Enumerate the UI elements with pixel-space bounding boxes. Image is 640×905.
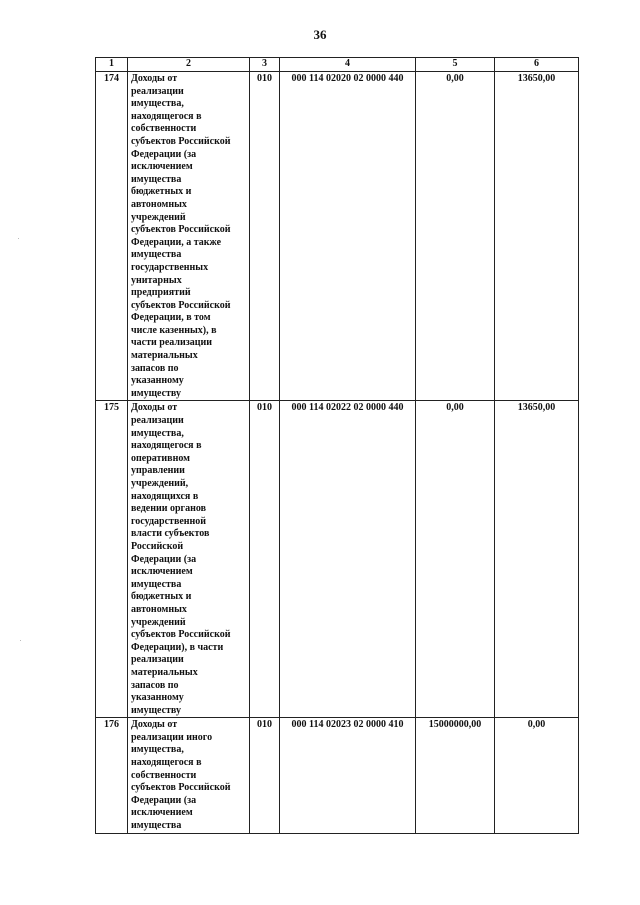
row-col5-value: 15000000,00 (416, 718, 495, 833)
header-col-5: 5 (416, 58, 495, 72)
header-col-2: 2 (128, 58, 250, 72)
row-kbk: 000 114 02020 02 0000 440 (280, 72, 416, 401)
header-col-6: 6 (495, 58, 579, 72)
header-col-4: 4 (280, 58, 416, 72)
row-col5-value: 0,00 (416, 401, 495, 718)
budget-table (95, 57, 579, 834)
row-name: Доходы от реализации имущества, находящегося в оперативном управлении учреждений, находящихся в ведении органов государственной власти субъектов Российской Федерации (за исключением имущества бюджетных и автономных учреждений субъектов Российской Федерации), в части реализации материальных запасов по указанному имуществу (128, 401, 250, 718)
row-kbk: 000 114 02023 02 0000 410 (280, 718, 416, 833)
page-number: 36 (313, 27, 327, 42)
header-col-1: 1 (96, 58, 128, 72)
row-name: Доходы от реализации имущества, находящегося в собственности субъектов Российской Федерации (за исключением имущества бюджетных и автономных учреждений субъектов Российской Федерации, а также имущества государственных унитарных предприятий субъектов Российской Федерации, в том числе казенных), в части реализации материальных запасов по указанному имуществу (128, 72, 250, 401)
row-name: Доходы от реализации иного имущества, находящегося в собственности субъектов Российской Федерации (за исключением имущества (128, 718, 250, 833)
table-row (96, 401, 579, 718)
row-col5-value: 0,00 (416, 72, 495, 401)
row-number: 174 (96, 72, 128, 401)
scan-speck (20, 640, 21, 641)
row-code: 010 (250, 72, 280, 401)
table-row (96, 72, 579, 401)
row-col6-value: 13650,00 (495, 72, 579, 401)
row-code: 010 (250, 401, 280, 718)
row-col6-value: 13650,00 (495, 401, 579, 718)
row-code: 010 (250, 718, 280, 833)
row-col6-value: 0,00 (495, 718, 579, 833)
row-kbk: 000 114 02022 02 0000 440 (280, 401, 416, 718)
table-row (96, 718, 579, 833)
scan-speck (18, 238, 19, 239)
header-row (96, 58, 579, 72)
row-number: 175 (96, 401, 128, 718)
row-number: 176 (96, 718, 128, 833)
header-col-3: 3 (250, 58, 280, 72)
